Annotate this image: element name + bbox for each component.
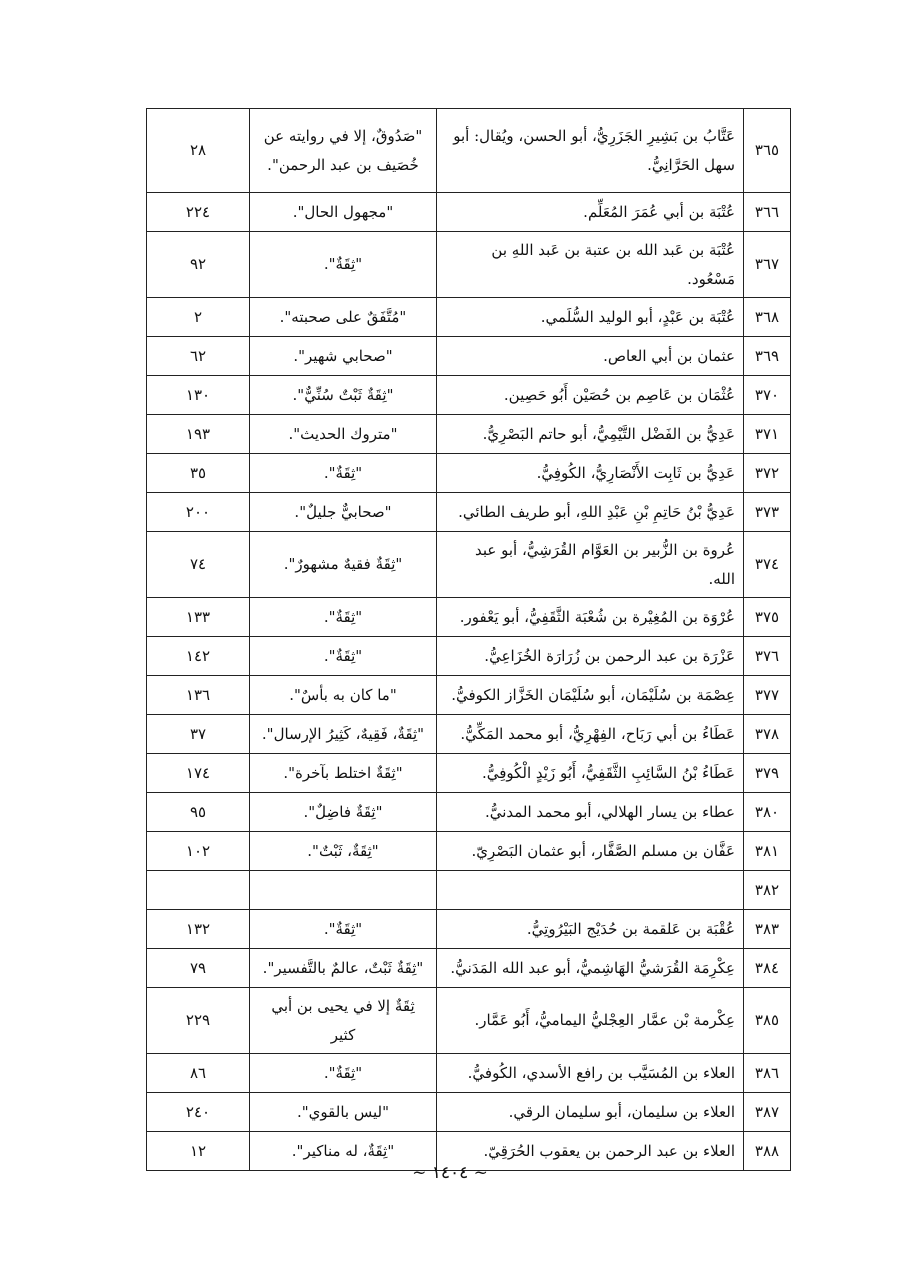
narration-count: ٧٤ (147, 532, 250, 598)
narration-count: ٢٢٤ (147, 193, 250, 232)
narrators-table (146, 108, 791, 1171)
table-row (147, 598, 791, 637)
table-row (147, 676, 791, 715)
narrator-grade: "ثِقَةٌ ثَبْتٌ سُنِّيٌّ". (250, 376, 437, 415)
narration-count: ١٢ (147, 1132, 250, 1171)
narration-count: ١٤٢ (147, 637, 250, 676)
narrator-name: عَطَاءُ بْنُ السَّائِبِ الثَّقَفِيُّ، أَبُو زَيْدٍ الْكُوفِيُّ. (437, 754, 744, 793)
narrator-grade: "ثِقَةٌ، ثَبْتٌ". (250, 832, 437, 871)
table-row (147, 637, 791, 676)
table-row (147, 793, 791, 832)
row-number: ٣٨٦ (744, 1054, 791, 1093)
narrator-name: عَتَّابُ بن بَشِيرِ الجَزَرِيُّ، أبو الحسن، ويُقال: أبو سهل الحَرَّانِيُّ. (437, 109, 744, 193)
narrator-name: العلاء بن عبد الرحمن بن يعقوب الحُرَقِيّ. (437, 1132, 744, 1171)
narration-count: ٢٤٠ (147, 1093, 250, 1132)
page-number: ~ ١٤٠٤ ~ (412, 1163, 488, 1183)
narrator-grade: "صحابيٌّ جليلٌ". (250, 493, 437, 532)
narrator-name: عَدِيُّ بْنُ حَاتِمِ بْنِ عَبْدِ اللهِ، أبو طريف الطائي. (437, 493, 744, 532)
row-number: ٣٨٠ (744, 793, 791, 832)
table-row (147, 871, 791, 910)
narrator-grade: "صَدُوقٌ، إلا في روايته عن خُصَيف بن عبد الرحمن". (250, 109, 437, 193)
narrator-grade: "ثِقَةٌ". (250, 910, 437, 949)
table-row (147, 1054, 791, 1093)
narrator-name: عثمان بن أبي العاص. (437, 337, 744, 376)
table-row (147, 1093, 791, 1132)
narrator-grade: "ما كان به بأسٌ". (250, 676, 437, 715)
row-number: ٣٧٣ (744, 493, 791, 532)
table-row (147, 298, 791, 337)
narration-count: ٩٥ (147, 793, 250, 832)
row-number: ٣٧٥ (744, 598, 791, 637)
row-number: ٣٦٧ (744, 232, 791, 298)
narration-count: ٢٢٩ (147, 988, 250, 1054)
narration-count: ١٣٣ (147, 598, 250, 637)
narration-count: ٢٠٠ (147, 493, 250, 532)
narration-count: ٢ (147, 298, 250, 337)
narrator-name (437, 871, 744, 910)
narrator-name: عَدِيُّ بن ثَابِت الأَنْصَارِيُّ، الكُوفِيُّ. (437, 454, 744, 493)
narration-count: ٣٧ (147, 715, 250, 754)
row-number: ٣٦٦ (744, 193, 791, 232)
narrator-name: عُقْبَة بن عَلقمة بن حُدَيْج البَيْرُوتِيُّ. (437, 910, 744, 949)
narrator-name: عُرْوَة بن المُغِيْرة بن شُعْبَة الثَّقَفِيُّ، أبو يَعْفور. (437, 598, 744, 637)
row-number: ٣٧٩ (744, 754, 791, 793)
narration-count (147, 871, 250, 910)
narration-count: ٦٢ (147, 337, 250, 376)
narrator-name: عُتْبَة بن عَبد الله بن عتبة بن عَبد اللهِ بن مَسْعُود. (437, 232, 744, 298)
row-number: ٣٦٥ (744, 109, 791, 193)
narrator-name: عُثْمَان بن عَاصِم بن حُصَيْن أَبُو حَصِين. (437, 376, 744, 415)
narrator-grade: "ثِقَةٌ، فَقِيهٌ، كَثِيرُ الإرسال". (250, 715, 437, 754)
narration-count: ١٩٣ (147, 415, 250, 454)
table-row (147, 910, 791, 949)
narration-count: ١٣٦ (147, 676, 250, 715)
narrator-name: عِكْرِمَة القُرَشيُّ الهَاشِميُّ، أبو عبد الله المَدَنيُّ. (437, 949, 744, 988)
row-number: ٣٧٨ (744, 715, 791, 754)
narrator-grade: "متروك الحديث". (250, 415, 437, 454)
narrators-table-body (147, 109, 791, 1171)
narrator-grade: "ثِقَةٌ". (250, 1054, 437, 1093)
table-row (147, 493, 791, 532)
row-number: ٣٧٦ (744, 637, 791, 676)
narrator-grade: "ليس بالقوي". (250, 1093, 437, 1132)
row-number: ٣٨٢ (744, 871, 791, 910)
narration-count: ١٧٤ (147, 754, 250, 793)
narration-count: ١٣٢ (147, 910, 250, 949)
narrator-name: عَطَاءُ بن أبي رَبَاح، الفِهْرِيُّ، أبو محمد المَكِّيُّ. (437, 715, 744, 754)
row-number: ٣٧٧ (744, 676, 791, 715)
narrator-grade: "ثِقَةٌ فاضِلٌ". (250, 793, 437, 832)
narrator-grade: "ثِقَةٌ فقيهٌ مشهورٌ". (250, 532, 437, 598)
table-row (147, 832, 791, 871)
narrator-grade: "مُتَّفَقٌ على صحبته". (250, 298, 437, 337)
row-number: ٣٧٠ (744, 376, 791, 415)
narrator-name: عُتْبَة بن أبي عُمَرَ المُعَلِّم. (437, 193, 744, 232)
table-row (147, 715, 791, 754)
narration-count: ٣٥ (147, 454, 250, 493)
narration-count: ١٣٠ (147, 376, 250, 415)
narrator-grade: "ثِقَةٌ، له مناكير". (250, 1132, 437, 1171)
narrator-name: عطاء بن يسار الهلالي، أبو محمد المدنيُّ. (437, 793, 744, 832)
narrator-name: عَزْرَة بن عبد الرحمن بن زُرَارَة الخُزَاعِيُّ. (437, 637, 744, 676)
narrator-name: عَدِيُّ بن الفَضْل التَّيْمِيُّ، أبو حاتم البَصْرِيُّ. (437, 415, 744, 454)
table-row (147, 949, 791, 988)
narrator-grade: "ثِقَةٌ". (250, 637, 437, 676)
row-number: ٣٨٨ (744, 1132, 791, 1171)
narrator-grade: "ثِقَةٌ". (250, 232, 437, 298)
narrator-name: العلاء بن المُسَيَّب بن رافع الأسدي، الكُوفيُّ. (437, 1054, 744, 1093)
narration-count: ٢٨ (147, 109, 250, 193)
narrator-grade: "مجهول الحال". (250, 193, 437, 232)
row-number: ٣٧٤ (744, 532, 791, 598)
narrator-grade: "ثِقَةٌ". (250, 598, 437, 637)
narrator-grade: ثِقَةٌ إلا في يحيى بن أبي كثير (250, 988, 437, 1054)
table-row (147, 193, 791, 232)
narration-count: ٨٦ (147, 1054, 250, 1093)
table-row (147, 454, 791, 493)
table-row (147, 109, 791, 193)
narrator-name: عُتْبَة بن عَبْدٍ، أبو الوليد السُّلَمي. (437, 298, 744, 337)
table-row (147, 415, 791, 454)
row-number: ٣٨١ (744, 832, 791, 871)
narrator-grade: "ثِقَةٌ". (250, 454, 437, 493)
narrator-grade (250, 871, 437, 910)
narrator-grade: "ثِقَةٌ اختلط بآخرة". (250, 754, 437, 793)
row-number: ٣٦٩ (744, 337, 791, 376)
narrator-name: عُروة بن الزُّبير بن العَوَّام القُرَشِيُّ، أبو عبد الله. (437, 532, 744, 598)
narrator-name: عَفَّان بن مسلم الصَّفَّار، أبو عثمان البَصْرِيّ. (437, 832, 744, 871)
narrator-name: عِصْمَة بن سُلَيْمَان، أبو سُلَيْمَان الخَزَّاز الكوفيُّ. (437, 676, 744, 715)
narration-count: ١٠٢ (147, 832, 250, 871)
row-number: ٣٨٥ (744, 988, 791, 1054)
narrator-grade: "ثِقَةٌ ثَبْتٌ، عالمٌ بالتَّفسير". (250, 949, 437, 988)
table-row (147, 337, 791, 376)
narrator-grade: "صحابي شهير". (250, 337, 437, 376)
row-number: ٣٨٧ (744, 1093, 791, 1132)
row-number: ٣٧١ (744, 415, 791, 454)
table-row (147, 232, 791, 298)
row-number: ٣٦٨ (744, 298, 791, 337)
row-number: ٣٨٣ (744, 910, 791, 949)
row-number: ٣٨٤ (744, 949, 791, 988)
table-row (147, 988, 791, 1054)
table-row (147, 754, 791, 793)
narrator-name: العلاء بن سليمان، أبو سليمان الرقي. (437, 1093, 744, 1132)
narrator-name: عِكْرمة بْن عمَّار العِجْليُّ اليماميُّ، أَبُو عَمَّار. (437, 988, 744, 1054)
narration-count: ٧٩ (147, 949, 250, 988)
table-row (147, 376, 791, 415)
narration-count: ٩٢ (147, 232, 250, 298)
table-row (147, 532, 791, 598)
row-number: ٣٧٢ (744, 454, 791, 493)
